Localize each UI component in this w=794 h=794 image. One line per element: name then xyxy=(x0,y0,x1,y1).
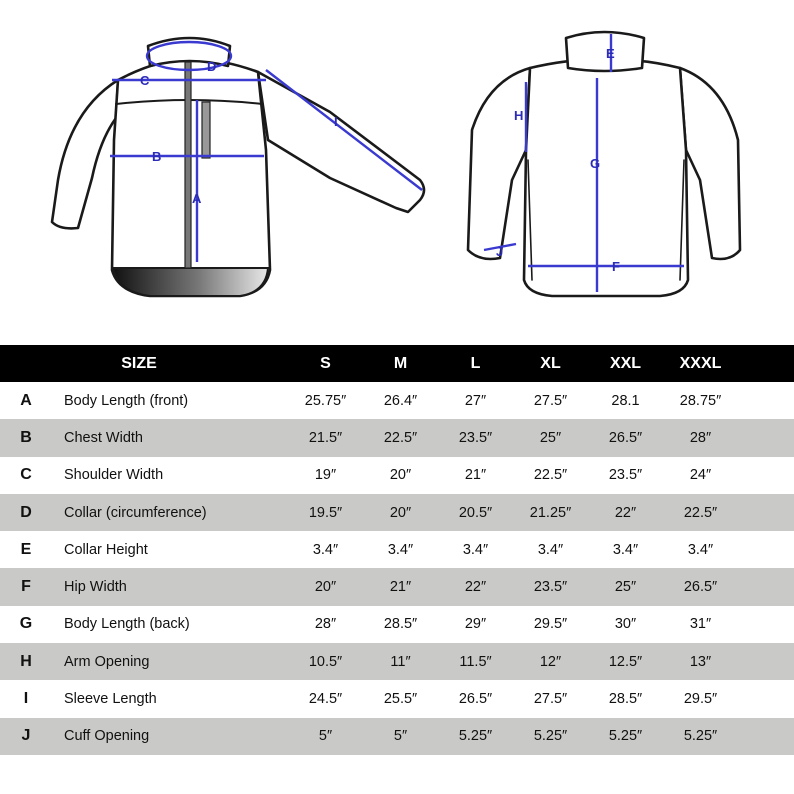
cell-xxl: 22″ xyxy=(614,504,637,521)
cell-xl: 23.5″ xyxy=(533,579,568,596)
cell-xxxl: 28.75″ xyxy=(679,392,722,409)
size-col-l: L xyxy=(470,354,481,372)
cell-m: 22.5″ xyxy=(383,429,418,446)
size-header-row xyxy=(0,345,794,382)
cell-l: 23.5″ xyxy=(458,429,493,446)
cell-m: 20″ xyxy=(389,467,412,484)
cell-s: 24.5″ xyxy=(308,691,343,708)
jacket-front-view xyxy=(52,38,424,296)
row-name: Cuff Opening xyxy=(64,728,150,745)
cell-s: 20″ xyxy=(314,579,337,596)
size-col-xxl: XXL xyxy=(609,354,642,372)
row-letter: J xyxy=(21,727,31,745)
cell-m: 5″ xyxy=(393,728,408,745)
row-letter: G xyxy=(19,615,33,633)
row-letter: C xyxy=(20,466,32,484)
row-letter: I xyxy=(23,690,29,708)
label-a: A xyxy=(192,191,202,206)
cell-xxxl: 29.5″ xyxy=(683,691,718,708)
cell-s: 3.4″ xyxy=(312,541,339,558)
cell-xl: 12″ xyxy=(539,653,562,670)
cell-xxl: 30″ xyxy=(614,616,637,633)
jacket-diagram-svg xyxy=(0,0,794,340)
label-g: G xyxy=(590,156,601,171)
cell-l: 3.4″ xyxy=(462,541,489,558)
cell-xxl: 26.5″ xyxy=(608,429,643,446)
cell-l: 21″ xyxy=(464,467,487,484)
size-col-s: S xyxy=(320,354,331,372)
cell-s: 19″ xyxy=(314,467,337,484)
cell-l: 26.5″ xyxy=(458,691,493,708)
cell-xxxl: 24″ xyxy=(689,467,712,484)
row-letter: F xyxy=(21,578,31,596)
table-row xyxy=(0,531,794,568)
cell-m: 11″ xyxy=(390,653,411,670)
cell-xxl: 5.25″ xyxy=(608,728,643,745)
row-name: Sleeve Length xyxy=(64,691,157,708)
cell-xxxl: 26.5″ xyxy=(683,579,718,596)
row-name: Body Length (back) xyxy=(64,616,190,633)
row-name: Hip Width xyxy=(64,579,127,596)
cell-xl: 21.25″ xyxy=(529,504,572,521)
cell-m: 20″ xyxy=(389,504,412,521)
cell-xxxl: 5.25″ xyxy=(683,728,718,745)
row-letter: H xyxy=(20,652,32,670)
cell-m: 28.5″ xyxy=(383,616,418,633)
label-f: F xyxy=(612,259,620,274)
cell-xl: 27.5″ xyxy=(533,392,568,409)
cell-xxxl: 22.5″ xyxy=(683,504,718,521)
row-letter: A xyxy=(20,391,32,409)
cell-s: 21.5″ xyxy=(308,429,343,446)
cell-l: 22″ xyxy=(464,579,487,596)
table-row xyxy=(0,643,794,680)
table-row xyxy=(0,568,794,605)
jacket-back-view xyxy=(468,32,740,296)
cell-xxl: 12.5″ xyxy=(608,653,643,670)
cell-xxl: 28.5″ xyxy=(608,691,643,708)
row-name: Body Length (front) xyxy=(64,392,189,409)
cell-s: 19.5″ xyxy=(308,504,343,521)
cell-xl: 3.4″ xyxy=(537,541,564,558)
table-row xyxy=(0,419,794,456)
cell-xxxl: 28″ xyxy=(689,429,712,446)
table-row xyxy=(0,457,794,494)
size-col-xl: XL xyxy=(540,354,561,372)
cell-xxl: 28.1 xyxy=(611,392,640,409)
label-j: J xyxy=(496,244,504,259)
jacket-measurement-diagram xyxy=(0,0,794,340)
cell-xl: 25″ xyxy=(539,429,562,446)
label-b: B xyxy=(152,149,162,164)
cell-m: 25.5″ xyxy=(383,691,418,708)
label-d: D xyxy=(207,59,217,74)
row-name: Collar Height xyxy=(64,541,148,558)
cell-xxl: 23.5″ xyxy=(608,467,643,484)
size-header-label: SIZE xyxy=(121,354,157,372)
cell-xl: 29.5″ xyxy=(533,616,568,633)
cell-s: 10.5″ xyxy=(308,653,343,670)
cell-xxxl: 13″ xyxy=(689,653,712,670)
cell-m: 3.4″ xyxy=(387,541,414,558)
cell-xxl: 3.4″ xyxy=(612,541,639,558)
table-row xyxy=(0,494,794,531)
row-letter: E xyxy=(20,540,32,558)
cell-l: 29″ xyxy=(464,616,487,633)
cell-l: 20.5″ xyxy=(458,504,493,521)
cell-xl: 5.25″ xyxy=(533,728,568,745)
size-col-xxxl: XXXL xyxy=(679,354,722,372)
cell-xl: 22.5″ xyxy=(533,467,568,484)
label-i: I xyxy=(334,114,338,129)
size-col-m: M xyxy=(393,354,408,372)
row-letter: D xyxy=(20,503,32,521)
cell-xxxl: 31″ xyxy=(689,616,712,633)
cell-m: 26.4″ xyxy=(383,392,418,409)
cell-xl: 27.5″ xyxy=(533,691,568,708)
row-name: Shoulder Width xyxy=(64,467,164,484)
row-name: Arm Opening xyxy=(64,653,150,670)
table-row xyxy=(0,718,794,755)
cell-s: 28″ xyxy=(314,616,337,633)
label-c: C xyxy=(140,73,150,88)
cell-s: 5″ xyxy=(318,728,333,745)
cell-l: 5.25″ xyxy=(458,728,493,745)
cell-xxl: 25″ xyxy=(614,579,637,596)
table-row xyxy=(0,680,794,717)
cell-l: 11.5″ xyxy=(459,653,492,670)
cell-xxxl: 3.4″ xyxy=(687,541,714,558)
table-row xyxy=(0,606,794,643)
label-e: E xyxy=(606,46,615,61)
size-chart-table xyxy=(0,345,794,755)
cell-m: 21″ xyxy=(389,579,412,596)
cell-l: 27″ xyxy=(464,392,487,409)
label-h: H xyxy=(514,108,524,123)
row-name: Collar (circumference) xyxy=(64,504,207,521)
row-letter: B xyxy=(20,428,32,446)
cell-s: 25.75″ xyxy=(304,392,347,409)
row-name: Chest Width xyxy=(64,429,143,446)
table-row xyxy=(0,382,794,419)
